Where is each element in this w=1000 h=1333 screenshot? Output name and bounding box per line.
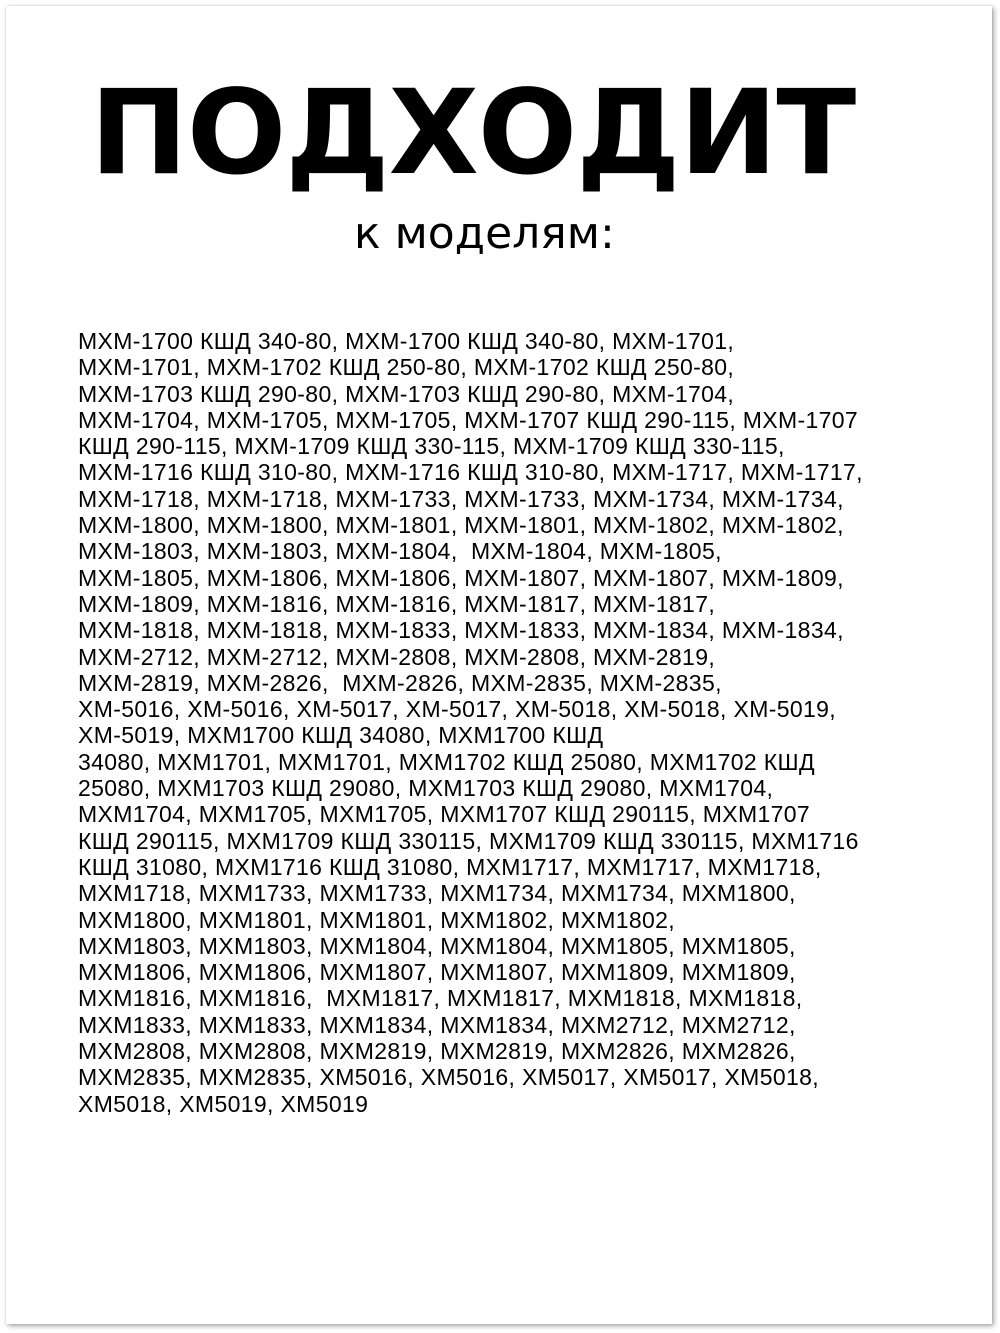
models-line: МХМ-1809, МХМ-1816, МХМ-1816, МХМ-1817, МХМ-1817, <box>78 590 716 617</box>
models-line: МХМ1833, МХМ1833, МХМ1834, МХМ1834, МХМ2712, МХМ2712, <box>78 1011 796 1038</box>
page-title: ПОДХОДИТ <box>90 64 856 201</box>
models-line: МХМ2808, МХМ2808, МХМ2819, МХМ2819, МХМ2826, МХМ2826, <box>78 1038 796 1065</box>
models-line: МХМ-1718, МХМ-1718, МХМ-1733, МХМ-1733, МХМ-1734, МХМ-1734, <box>78 485 844 512</box>
models-line: КШД 31080, МХМ1716 КШД 31080, МХМ1717, МХМ1717, МХМ1718, <box>78 853 822 880</box>
models-line: КШД 290115, МХМ1709 КШД 330115, МХМ1709 КШД 330115, МХМ1716 <box>78 827 859 854</box>
document-page <box>6 6 992 1324</box>
models-line: МХМ-2712, МХМ-2712, МХМ-2808, МХМ-2808, МХМ-2819, <box>78 643 716 670</box>
models-line: МХМ1718, МХМ1733, МХМ1733, МХМ1734, МХМ1734, МХМ1800, <box>78 880 796 907</box>
models-line: ХМ5018, ХМ5019, ХМ5019 <box>78 1090 369 1117</box>
models-line: МХМ1806, МХМ1806, МХМ1807, МХМ1807, МХМ1809, МХМ1809, <box>78 959 796 986</box>
models-line: МХМ-1704, МХМ-1705, МХМ-1705, МХМ-1707 КШД 290-115, МХМ-1707 <box>78 406 859 433</box>
models-line: МХМ1803, МХМ1803, МХМ1804, МХМ1804, МХМ1805, МХМ1805, <box>78 932 796 959</box>
models-line: ХМ-5016, ХМ-5016, ХМ-5017, ХМ-5017, ХМ-5018, ХМ-5018, ХМ-5019, <box>78 696 837 723</box>
models-line: МХМ-1703 КШД 290-80, МХМ-1703 КШД 290-80, МХМ-1704, <box>78 380 735 407</box>
models-line: ХМ-5019, МХМ1700 КШД 34080, МХМ1700 КШД <box>78 722 604 749</box>
models-line: МХМ2835, МХМ2835, ХМ5016, ХМ5016, ХМ5017, ХМ5017, ХМ5018, <box>78 1064 820 1091</box>
models-line: МХМ-1803, МХМ-1803, МХМ-1804, МХМ-1804, МХМ-1805, <box>78 538 722 565</box>
models-line: МХМ-1818, МХМ-1818, МХМ-1833, МХМ-1833, МХМ-1834, МХМ-1834, <box>78 617 844 644</box>
models-line: 34080, МХМ1701, МХМ1701, МХМ1702 КШД 25080, МХМ1702 КШД <box>78 748 815 775</box>
models-line: МХМ-1800, МХМ-1800, МХМ-1801, МХМ-1801, МХМ-1802, МХМ-1802, <box>78 512 844 539</box>
models-line: МХМ-2819, МХМ-2826, МХМ-2826, МХМ-2835, МХМ-2835, <box>78 669 722 696</box>
models-line: МХМ-1700 КШД 340-80, МХМ-1700 КШД 340-80, МХМ-1701, <box>78 328 735 354</box>
models-line: МХМ-1716 КШД 310-80, МХМ-1716 КШД 310-80, МХМ-1717, МХМ-1717, <box>78 459 863 486</box>
compatible-models-list <box>78 328 958 1117</box>
models-line: МХМ1816, МХМ1816, МХМ1817, МХМ1817, МХМ1818, МХМ1818, <box>78 985 803 1012</box>
models-line: 25080, МХМ1703 КШД 29080, МХМ1703 КШД 29080, МХМ1704, <box>78 775 774 802</box>
models-line: МХМ-1701, МХМ-1702 КШД 250-80, МХМ-1702 КШД 250-80, <box>78 354 735 381</box>
models-line: МХМ-1805, МХМ-1806, МХМ-1806, МХМ-1807, МХМ-1807, МХМ-1809, <box>78 564 844 591</box>
models-line: МХМ1800, МХМ1801, МХМ1801, МХМ1802, МХМ1802, <box>78 906 676 933</box>
models-line: КШД 290-115, МХМ-1709 КШД 330-115, МХМ-1709 КШД 330-115, <box>78 433 785 460</box>
page-subtitle: к моделям: <box>354 208 615 259</box>
models-line: МХМ1704, МХМ1705, МХМ1705, МХМ1707 КШД 290115, МХМ1707 <box>78 801 811 828</box>
